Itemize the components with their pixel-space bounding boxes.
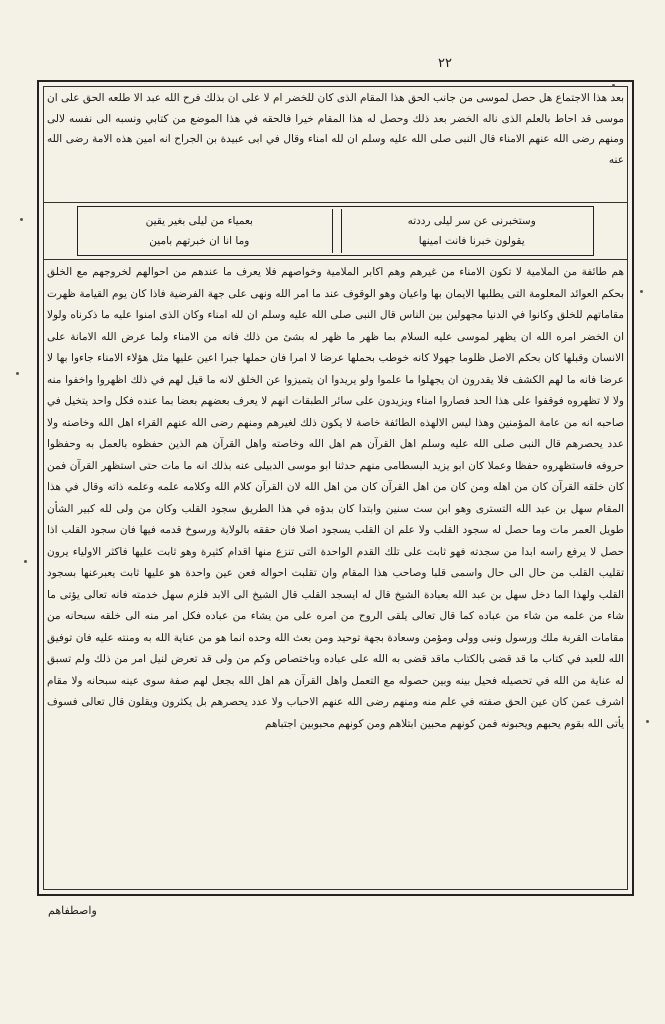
page-number: ٢٢: [438, 56, 452, 71]
verse-right-line-1: وستخبرنى عن سر ليلى رددته: [407, 215, 536, 227]
verse-left-line-2: وما انا ان خبرتهم بامين: [149, 235, 250, 247]
verse-right-line-2: يقولون خبرنا فانت امينها: [418, 235, 525, 247]
main-paragraph-text: هم طائفة من الملامية لا تكون الامناء من غيرهم وهم اكابر الملامية وخواصهم فلا يعرف ما عندهم من احوالهم لخروجهم مع الخلق بحكم العوائد المعلومة التى يطلبها الايمان بها واعيان وهو الوقوف عند ما امر الله ونهى على جهة الفرضية فاذا كان يوم القيامة ظهرت مقاماتهم للخلق وكانوا في الدنيا مجهولين بين الناس قال النبى صلى الله عليه وسلم ان لله امناء وكان الذى امنوا عليه ما ذكرناه ولولا ان الخضر امره الله ان يظهر لموسى عليه السلام بما ظهر ما ظهر له بشئ من ذلك فانه من الامناء ولما عرض الله الامانة على الانسان وقبلها كان بحكم الاصل ظلوما جهولا كانه خوطب بحملها عرضا لا امرا فان حملها جبرا اعين عليها مثل هؤلاء الامناء جاءوا بها لا عرضا فانه ما لهم الكشف فلا يقدرون ان يجهلوا ما علموا ولو يريدوا ان يتميزوا عن الخلق لانه ما قيل لهم في ذلك اظهروا واخفوا منه ولا لا تظهروه فوقفوا على هذا الحد فصاروا امناء ويزيدون على سائر الطبقات انهم لا يعرف بعضهم بعضا بما عنده فكل واحد يتخيل في صاحبه انه من عامة المؤمنين وهذا ليس الالهذه الطائفة خاصة لا يكون ذلك لغيرهم ومنهم رضى الله عنهم القراء اهل الله وخاصته ولا عدد يحصرهم قال النبى صلى الله عليه وسلم اهل القرآن هم اهل الله وخاصته واهل القرآن هم الذين حفظوه بالعمل به وحفظوا حروفه فاستظهروه حفظا وعملا كان ابو يزيد البسطامى منهم حدثنا ابو موسى الدبيلى عنه بذلك انه ما مات حتى استظهر القرآن فمن كان خلقه القرآن كان من اهله ومن كان من اهل القرآن كان من اهل الله لان القرآن كلام الله وكلامه علمه وعلمه ذاته وقال في هذا المقام سهل بن عبد الله التسترى وهو ابن ست سنين وابتدا كان بدؤه في هذا الطريق سجود القلب وكان من ولى لله كبير الشأن طويل العمر مات وما حصل له سجود القلب ولا علم ان القلب يسجود اصلا فان حققه بالولاية ورسوخ قدمه فيها فان سجود القلب اذا حصل لا يرفع راسه ابدا من سجدته فهو ثابت على تلك القدم الواحدة التى تنزع منها اقدام كثيرة وهو ثابت عليها فاكثر الاولياء يرون تقليب القلب من حال الى حال واسمى قلبا وصاحب هذا المقام وان تقلبت احواله فعن عين واحدة هو عليها ثابت يعبرعنها بسجود القلب ولهذا الما دخل سهل بن عبد الله بعبادة الشيخ قال له ايسجد القلب قال الشيخ الى الابد فلزم سهل خدمته فانه تعالى يؤتى ما شاء من علمه من شاء من عباده كما قال تعالى يلقى الروح من امره على من يشاء من عباده فكل امر منه الى خلقه سبحانه من مقامات القربة ملك ورسول ونبى وولى ومؤمن وسعادة بجهة توحيد ومن بعث الله وحده انما هو من عناية الله به ومنته عليه فان توفيق الله للعبد في كتاب ما قد قضى بالكتاب ماقد قضى به الله على عباده وباختصاص وكم من ولى قد تعرض لنيل امر من ذلك ولم تسبق له عناية من الله في تحصيله فحيل بينه وبين حصوله مع التعمل واهل القرآن هم اهل الله بجعل لهم صفة سوى عينه سبحانه ولا مقام اشرف عمن كان عين الحق صفته في علم منه ومنهم رضى الله عنهم الاحباب ولا عدد يحصرهم بل يكثرون ويقلون قال تعالى فسوف يأتى الله بقوم يحبهم ويحبونه فمن كونهم محبين ابتلاهم ومن كونهم محبوبين اجتباهم: [47, 266, 624, 730]
margin-dot: [646, 720, 649, 723]
margin-dot: [16, 372, 19, 375]
verse-left-line-1: بعمياء من ليلى بغير يقين: [145, 215, 253, 227]
margin-dot: [612, 84, 615, 87]
margin-dot: [640, 290, 643, 293]
margin-dot: [24, 560, 27, 563]
separator-rule: [44, 202, 627, 203]
text-frame: [37, 80, 634, 896]
verse-divider: [332, 209, 342, 253]
verse-box: [77, 206, 594, 256]
catchword: واصطفاهم: [48, 904, 97, 917]
separator-rule-2: [44, 259, 627, 260]
top-paragraph: [47, 88, 624, 200]
main-paragraph: [47, 262, 624, 888]
margin-dot: [20, 218, 23, 221]
verse-left-column: [86, 211, 313, 251]
top-paragraph-text: بعد هذا الاجتماع هل حصل لموسى من جانب الحق هذا المقام الذى كان للخضر ام لا على ان بذلك فرح الله عبد الا طلعه الحق على ان موسى قد احاط بالعلم الذى ناله الخضر بعد ذلك وحصل له هذا المقام خيرا فالحقه في هذا الموضع من كتابي ونسبه الى نفسه لالى ومنهم رضى الله عنهم الامناء قال النبى صلى الله عليه وسلم ان لله امناء وقال في ابى عبيدة بن الجراح انه امين هذه الامة رضى الله عنه: [47, 92, 624, 166]
verse-right-column: [358, 211, 585, 251]
